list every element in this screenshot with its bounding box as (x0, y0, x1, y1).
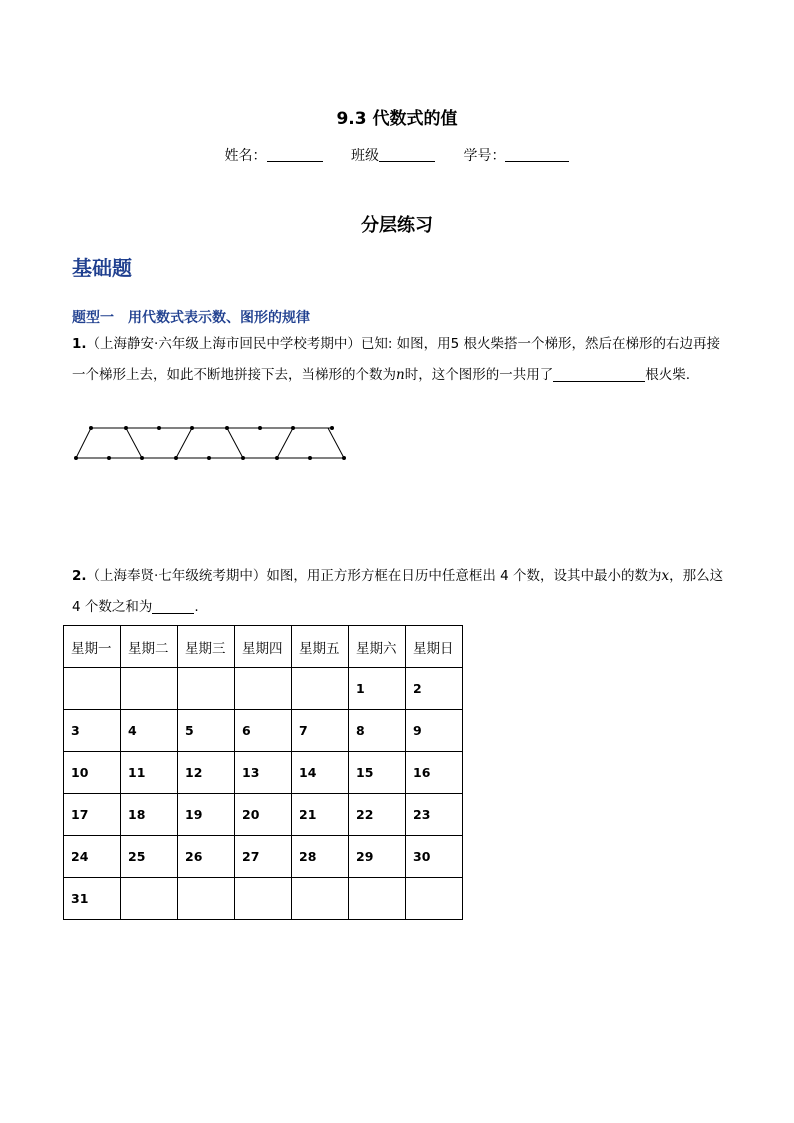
calendar-day-cell: 30 (406, 836, 463, 878)
calendar-day-cell: 23 (406, 794, 463, 836)
question-1-text-a: （上海静安·六年级上海市回民中学校考期中）已知: 如图，用5 根火柴搭一个梯形，然后在梯形的右边再接一个梯形上去，如此不断地拼接下去，当梯形的个数为 (72, 336, 721, 383)
name-blank[interactable] (267, 147, 323, 162)
student-id-label: 学号： (463, 148, 506, 164)
page-title: 9.3 代数式的值 (336, 109, 458, 129)
calendar-day-cell: 13 (235, 752, 292, 794)
calendar-header-cell: 星期五 (292, 626, 349, 668)
calendar-week-row (64, 668, 463, 710)
question-1-number: 1. (72, 336, 87, 352)
calendar-day-cell: 7 (292, 710, 349, 752)
calendar-header-cell: 星期四 (235, 626, 292, 668)
match-slant-5 (277, 428, 293, 458)
calendar-day-cell (406, 878, 463, 920)
joint-dot (275, 456, 279, 460)
calendar-day-cell: 8 (349, 710, 406, 752)
calendar-header-cell: 星期二 (121, 626, 178, 668)
calendar-day-cell: 15 (349, 752, 406, 794)
joint-dot (342, 456, 346, 460)
question-type-heading (72, 307, 310, 327)
class-label: 班级 (351, 148, 379, 164)
calendar-day-cell (292, 668, 349, 710)
calendar-day-cell: 27 (235, 836, 292, 878)
level-title: 基础题 (72, 256, 132, 280)
calendar-day-cell: 20 (235, 794, 292, 836)
calendar-day-cell: 26 (178, 836, 235, 878)
name-field[interactable] (225, 145, 323, 165)
joint-dot (124, 426, 128, 430)
calendar-day-cell: 1 (349, 668, 406, 710)
student-id-blank[interactable] (505, 147, 569, 162)
calendar-day-cell: 31 (64, 878, 121, 920)
calendar-day-cell: 16 (406, 752, 463, 794)
calendar-day-cell: 19 (178, 794, 235, 836)
calendar-day-cell: 5 (178, 710, 235, 752)
student-info-line (0, 145, 794, 165)
calendar-day-cell (178, 878, 235, 920)
calendar-day-cell (349, 878, 406, 920)
calendar-header-cell: 星期一 (64, 626, 121, 668)
calendar-day-cell (121, 878, 178, 920)
calendar-day-cell: 25 (121, 836, 178, 878)
name-label: 姓名： (224, 148, 267, 164)
calendar-week-row (64, 794, 463, 836)
calendar-day-cell: 29 (349, 836, 406, 878)
calendar-day-cell: 28 (292, 836, 349, 878)
question-1-answer-blank[interactable] (553, 366, 645, 382)
match-slant-4 (227, 428, 243, 458)
joint-dot (207, 456, 211, 460)
calendar-day-cell (64, 668, 121, 710)
joint-dot (140, 456, 144, 460)
calendar-header-cell: 星期日 (406, 626, 463, 668)
joint-dot (291, 426, 295, 430)
question-2-text-a: （上海奉贤·七年级统考期中）如图，用正方形方框在日历中任意框出 4 个数，设其中最小的数为 (86, 568, 662, 584)
joint-dot (174, 456, 178, 460)
calendar-day-cell: 4 (121, 710, 178, 752)
joint-dot (225, 426, 229, 430)
calendar-day-cell (235, 878, 292, 920)
calendar-day-cell: 9 (406, 710, 463, 752)
question-1-variable: n (396, 367, 405, 383)
question-2 (72, 561, 724, 623)
calendar-day-cell (121, 668, 178, 710)
class-blank[interactable] (379, 147, 435, 162)
match-slant-3 (176, 428, 192, 458)
calendar-day-cell: 2 (406, 668, 463, 710)
calendar-week-row (64, 836, 463, 878)
calendar-day-cell (235, 668, 292, 710)
calendar-day-cell: 18 (121, 794, 178, 836)
calendar-day-cell: 22 (349, 794, 406, 836)
joint-dot (241, 456, 245, 460)
calendar-day-cell: 11 (121, 752, 178, 794)
calendar-week-row (64, 710, 463, 752)
question-2-variable: x (661, 568, 670, 584)
section-title: 分层练习 (361, 215, 433, 236)
question-2-number: 2. (72, 568, 87, 584)
match-slant-2 (126, 428, 142, 458)
joint-dot (258, 426, 262, 430)
joint-dot (330, 426, 334, 430)
question-2-answer-blank[interactable] (152, 598, 194, 614)
calendar-day-cell: 14 (292, 752, 349, 794)
joint-dot (157, 426, 161, 430)
student-id-field[interactable] (463, 145, 569, 165)
calendar-day-cell: 12 (178, 752, 235, 794)
calendar-header-cell: 星期三 (178, 626, 235, 668)
calendar-week-row (64, 752, 463, 794)
joint-dot (107, 456, 111, 460)
match-slant-1 (76, 428, 91, 458)
class-field[interactable] (351, 145, 435, 165)
question-2-text-b: ，那么这 4 个数之和为 (72, 568, 724, 615)
question-2-text-c: . (194, 599, 199, 615)
calendar-day-cell (292, 878, 349, 920)
question-1-text-c: 根火柴. (645, 367, 690, 383)
calendar-day-cell: 17 (64, 794, 121, 836)
calendar-table (63, 625, 463, 920)
calendar-header-cell: 星期六 (349, 626, 406, 668)
calendar-week-row (64, 878, 463, 920)
calendar-day-cell: 24 (64, 836, 121, 878)
question-1-text-b: 时，这个图形的一共用了 (404, 367, 554, 383)
match-slant-6 (328, 428, 344, 458)
joint-dot (190, 426, 194, 430)
calendar-day-cell: 3 (64, 710, 121, 752)
matchstick-trapezoid-figure (70, 420, 360, 464)
calendar-day-cell (178, 668, 235, 710)
calendar-day-cell: 21 (292, 794, 349, 836)
joint-dot (89, 426, 93, 430)
joint-dot (308, 456, 312, 460)
joint-dot (74, 456, 78, 460)
calendar-day-cell: 6 (235, 710, 292, 752)
question-type-title: 用代数式表示数、图形的规律 (128, 310, 310, 326)
question-1 (72, 329, 724, 391)
question-type-number: 题型一 (72, 310, 114, 326)
calendar-day-cell: 10 (64, 752, 121, 794)
calendar-header-row (64, 626, 463, 668)
